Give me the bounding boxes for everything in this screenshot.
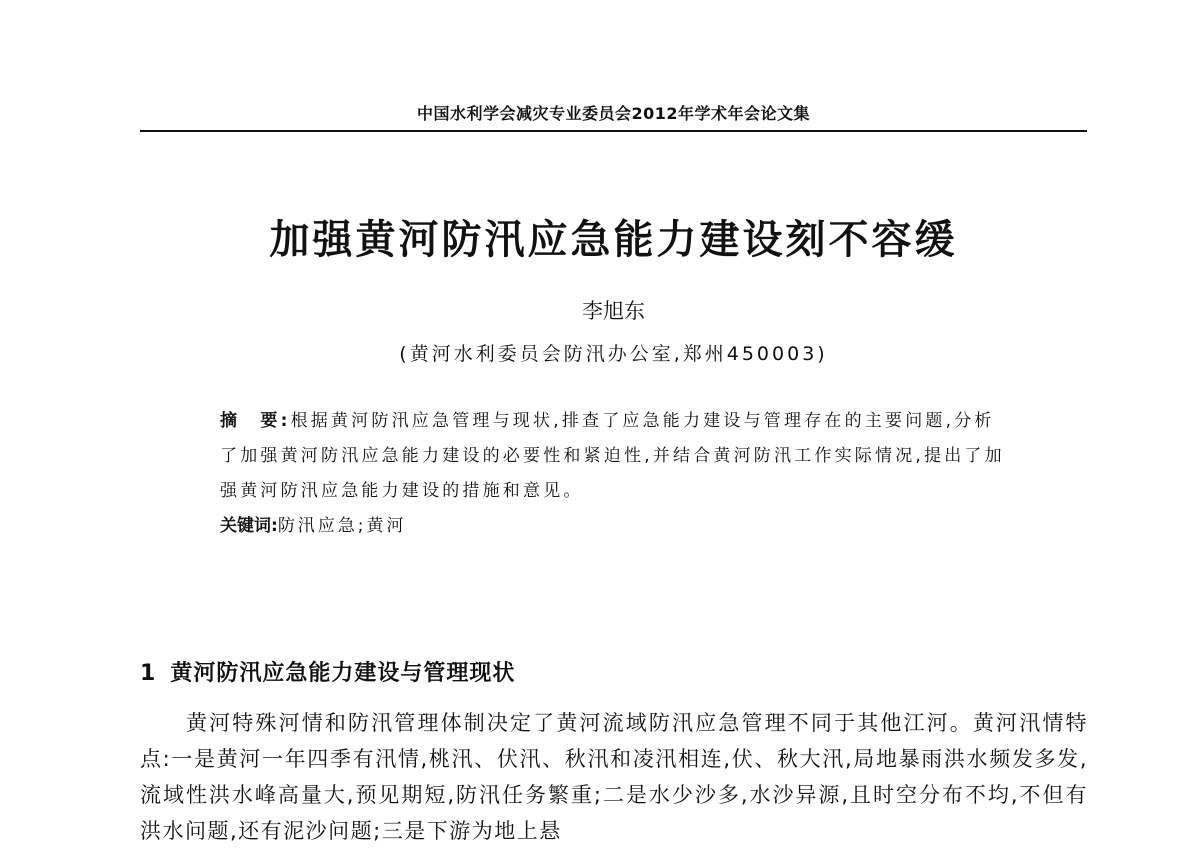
paper-title: 加强黄河防汛应急能力建设刻不容缓 <box>269 217 958 263</box>
body-paragraph: 黄河特殊河情和防汛管理体制决定了黄河流域防汛应急管理不同于其他江河。黄河汛情特点:一是黄河一年四季有汛情,桃汛、伏汛、秋汛和凌汛相连,伏、秋大汛,局地暴雨洪水频发多发,流域性洪水峰高量大,预见期短,防汛任务繁重;二是水少沙多,水沙异源,且时空分布不均,不但有洪水问题,还有泥沙问题;三是下游为地上悬 <box>140 711 1088 843</box>
abstract-label: 摘 要: <box>220 411 291 431</box>
section-title: 黄河防汛应急能力建设与管理现状 <box>170 661 516 686</box>
section-heading <box>140 656 1087 692</box>
header-rule <box>140 130 1087 132</box>
keywords-text: 防汛应急;黄河 <box>277 516 407 536</box>
keywords-label: 关键词: <box>220 516 278 536</box>
section-number: 1 <box>140 661 157 686</box>
abstract <box>220 404 1010 509</box>
author-name: 李旭东 <box>582 299 645 323</box>
keywords <box>220 509 1010 544</box>
abstract-text: 根据黄河防汛应急管理与现状,排查了应急能力建设与管理存在的主要问题,分析了加强黄河防汛应急能力建设的必要性和紧迫性,并结合黄河防汛工作实际情况,提出了加强黄河防汛应急能力建设的措施和意见。 <box>220 411 1005 501</box>
author-affiliation: (黄河水利委员会防汛办公室,郑州450003) <box>399 343 828 365</box>
running-header: 中国水利学会减灾专业委员会2012年学术年会论文集 <box>416 104 811 123</box>
